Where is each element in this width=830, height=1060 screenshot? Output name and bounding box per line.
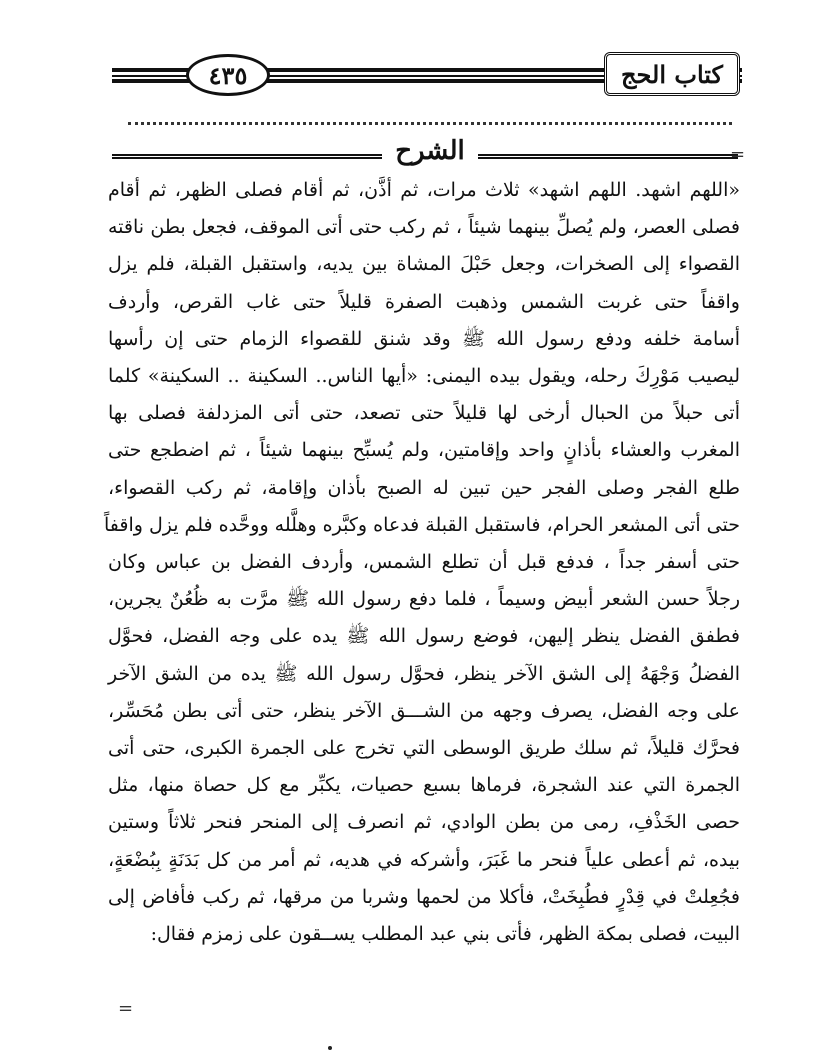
heading-rule-left bbox=[112, 154, 382, 159]
text-line: ليصيب مَوْرِكَ رحله، ويقول بيده اليمنى: «أيها الناس.. السكينة .. السكينة» كلما bbox=[108, 365, 740, 388]
text-line: فطفق الفضل ينظر إليهن، فوضع رسول الله ﷺ يده على وجه الفضل، فحوَّل bbox=[108, 625, 740, 648]
text-line: حتى أسفر جداً ، فدفع قبل أن تطلع الشمس، وأردف الفضل بن عباس وكان bbox=[108, 551, 740, 574]
text-line: واقفاً حتى غربت الشمس وذهبت الصفرة قليلاً حتى غاب القرص، وأردف bbox=[108, 290, 740, 313]
text-line: طلع الفجر وصلى الفجر حين تبين له الصبح بأذان وإقامة، ثم ركب القصواء، bbox=[108, 476, 740, 499]
text-line: فصلى العصر، ولم يُصلِّ بينهما شيئاً ، ثم ركب حتى أتى الموقف، فجعل بطن ناقته bbox=[108, 216, 740, 239]
text-line: فحرَّك قليلاً، ثم سلك طريق الوسطى التي تخرج على الجمرة الكبرى، حتى أتى bbox=[108, 737, 740, 760]
text-line: الجمرة التي عند الشجرة، فرماها بسبع حصيات، يكبِّر مع كل حصاة منها، مثل bbox=[108, 774, 740, 797]
text-line: أسامة خلفه ودفع رسول الله ﷺ وقد شنق للقصواء الزمام حتى إن رأسها bbox=[108, 327, 740, 350]
text-line: فجُعِلتْ في قِدْرٍ فطُبِخَتْ، فأكلا من لحمها وشربا من مرقها، ثم ركب فأفاض إلى bbox=[108, 885, 740, 908]
margin-mark-top: = bbox=[730, 144, 746, 165]
section-heading bbox=[112, 136, 738, 176]
text-line: القصواء إلى الصخرات، وجعل حَبْلَ المشاة بين يديه، واستقبل القبلة، فلم يزل bbox=[108, 253, 740, 276]
page-number: ٤٣٥ bbox=[186, 54, 270, 96]
text-line: «اللهم اشهد. اللهم اشهد» ثلاث مرات، ثم أذَّن، ثم أقام فصلى الظهر، ثم أقام bbox=[108, 179, 740, 201]
book-title: كتاب الحج bbox=[604, 52, 740, 96]
section-title: الشرح bbox=[395, 136, 465, 166]
text-line: رجلاً حسن الشعر أبيض وسيماً ، فلما دفع رسول الله ﷺ مرَّت به ظُعُنٌ يجرين، bbox=[108, 588, 740, 611]
text-line: الفضلُ وَجْهَهُ إلى الشق الآخر ينظر، فحوَّل رسول الله ﷺ يده من الشق الآخر bbox=[108, 662, 740, 685]
page-header bbox=[112, 44, 742, 104]
text-line: على وجه الفضل، يصرف وجهه من الشـــق الآخر ينظر، حتى أتى بطن مُحَسِّر، bbox=[108, 699, 740, 722]
text-line: بيده، ثم أعطى علياً فنحر ما غَبَرَ، وأشركه في هديه، ثم أمر من كل بَدَنَةٍ بِبُضْعَةٍ، bbox=[108, 848, 740, 871]
dotted-separator bbox=[128, 122, 732, 125]
text-line: حتى أتى المشعر الحرام، فاستقبل القبلة فدعاه وكبَّره وهلَّله ووحَّده فلم يزل واقفاً bbox=[103, 513, 740, 536]
text-line: حصى الخَذْفِ، رمى من بطن الوادي، ثم انصرف إلى المنحر فنحر ثلاثاً وستين bbox=[108, 811, 740, 834]
footer-dot bbox=[328, 1046, 332, 1050]
text-line: البيت، فصلى بمكة الظهر، فأتى بني عبد المطلب يســقون على زمزم فقال: bbox=[150, 923, 740, 946]
text-line: أتى حبلاً من الحبال أرخى لها قليلاً حتى تصعد، حتى أتى المزدلفة فصلى بها bbox=[108, 402, 740, 425]
body-text bbox=[103, 172, 740, 953]
margin-mark-bottom: = bbox=[118, 998, 134, 1019]
heading-rule-right bbox=[478, 154, 738, 159]
text-line: المغرب والعشاء بأذانٍ واحد وإقامتين، ولم يُسبِّح بينهما شيئاً ، ثم اضطجع حتى bbox=[108, 439, 740, 462]
